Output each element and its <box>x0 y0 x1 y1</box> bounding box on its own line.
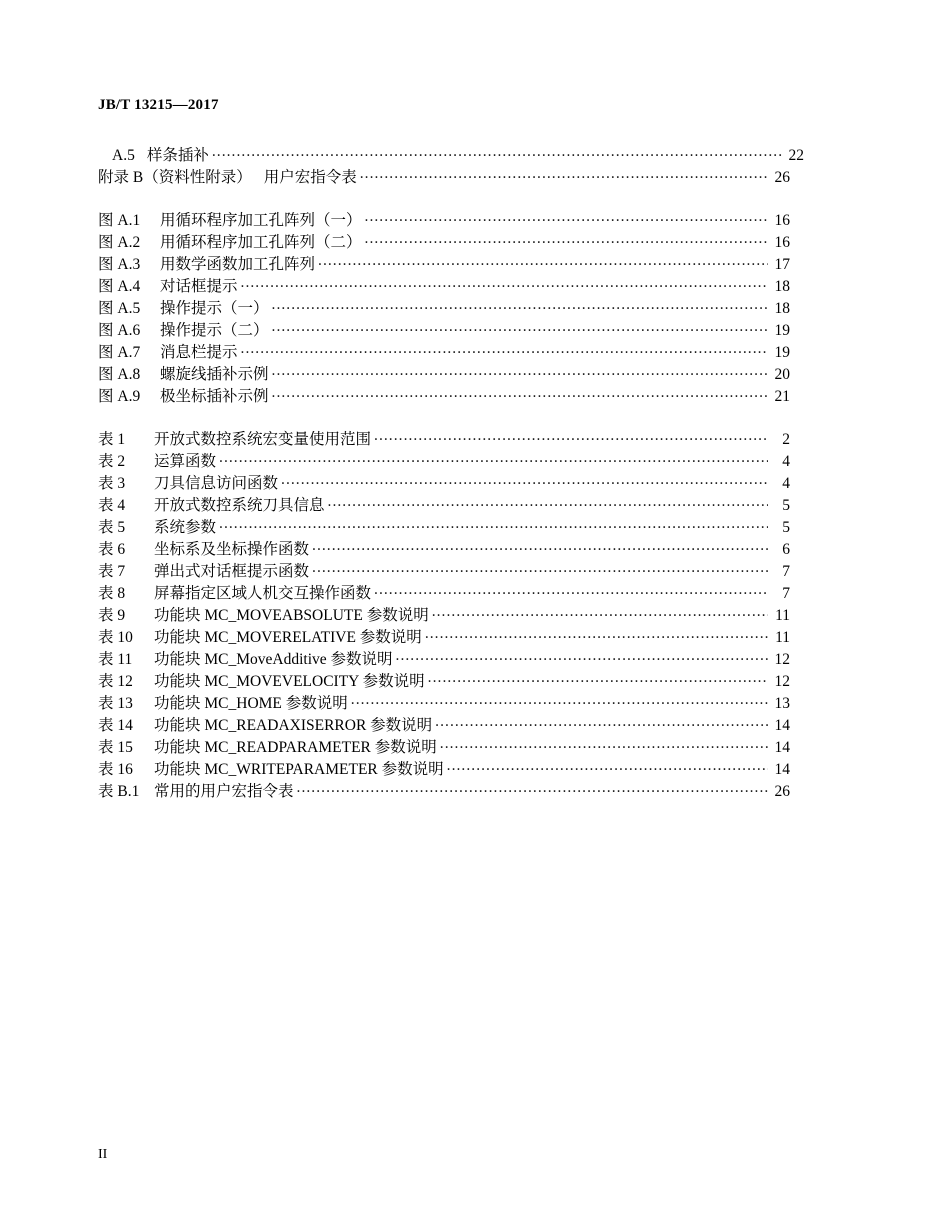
toc-entry-page-number: 19 <box>774 343 790 361</box>
toc-entry[interactable] <box>98 144 804 166</box>
toc-entry-label: 表 13 <box>98 694 133 712</box>
toc-entry-title: 屏幕指定区域人机交互操作函数 <box>154 584 372 602</box>
toc-entry[interactable] <box>98 275 790 297</box>
toc-leader-dots <box>219 450 768 466</box>
toc-entry[interactable] <box>98 428 790 450</box>
toc-leader-dots <box>428 670 768 686</box>
toc-leader-dots <box>312 560 768 576</box>
toc-entry-label: 表 7 <box>98 562 126 580</box>
toc-leader-dots <box>365 209 768 225</box>
toc-entry-page-number: 5 <box>782 496 790 514</box>
toc-entry-title: 刀具信息访问函数 <box>154 474 279 492</box>
toc-entry-page-number: 17 <box>774 255 790 273</box>
toc-entry-title: 功能块 MC_WRITEPARAMETER 参数说明 <box>154 760 444 778</box>
toc-entry-label: 图 A.7 <box>98 343 141 361</box>
toc-entry[interactable] <box>98 363 790 385</box>
toc-entry-label: 表 B.1 <box>98 782 140 800</box>
toc-entry[interactable] <box>98 560 790 582</box>
toc-leader-dots <box>281 472 768 488</box>
toc-entry-title: 消息栏提示 <box>160 343 238 361</box>
toc-entry-page-number: 21 <box>774 387 790 405</box>
toc-leader-dots <box>435 714 768 730</box>
toc-entry-page-number: 11 <box>775 606 790 624</box>
toc-leader-dots <box>312 538 768 554</box>
toc-entry-page-number: 16 <box>774 211 790 229</box>
toc-leader-dots <box>396 648 768 664</box>
toc-entry-label: 表 11 <box>98 650 133 668</box>
toc-entry[interactable] <box>98 538 790 560</box>
toc-entry-page-number: 4 <box>782 452 790 470</box>
toc-entry-title: 操作提示（二） <box>160 321 269 339</box>
toc-entry-page-number: 20 <box>774 365 790 383</box>
toc-entry-page-number: 26 <box>774 782 790 800</box>
toc-leader-dots <box>318 253 768 269</box>
toc-entry-page-number: 2 <box>782 430 790 448</box>
toc-entry-title: 系统参数 <box>154 518 217 536</box>
toc-entry-label: 表 2 <box>98 452 126 470</box>
toc-entry-title: 螺旋线插补示例 <box>160 365 269 383</box>
toc-entry[interactable] <box>98 450 790 472</box>
toc-entry-label: 图 A.4 <box>98 277 141 295</box>
toc-entry[interactable] <box>98 758 790 780</box>
toc-entry-title: 功能块 MC_MOVERELATIVE 参数说明 <box>154 628 422 646</box>
toc-leader-dots <box>241 341 768 357</box>
toc-entry-title: 常用的用户宏指令表 <box>154 782 294 800</box>
toc-entry[interactable] <box>98 516 790 538</box>
toc-entry-label: 表 5 <box>98 518 126 536</box>
toc-entry-title: 功能块 MC_READPARAMETER 参数说明 <box>154 738 437 756</box>
toc-entry-label: 图 A.9 <box>98 387 141 405</box>
toc-entry[interactable] <box>98 582 790 604</box>
toc-entry[interactable] <box>98 166 790 188</box>
toc-entry-page-number: 26 <box>774 168 790 186</box>
toc-entry-title: 用循环程序加工孔阵列（一） <box>160 211 362 229</box>
toc-entry-page-number: 6 <box>782 540 790 558</box>
toc-entry-label: 表 3 <box>98 474 126 492</box>
toc-entry-label: 表 12 <box>98 672 133 690</box>
toc-leader-dots <box>360 166 768 182</box>
toc-entry-title: 功能块 MC_MOVEABSOLUTE 参数说明 <box>154 606 429 624</box>
toc-entry[interactable] <box>98 626 790 648</box>
toc-entry-label: A.5 <box>112 146 135 164</box>
toc-entry-label: 表 10 <box>98 628 133 646</box>
toc-entry-title: 用户宏指令表 <box>263 168 357 186</box>
toc-entry-page-number: 14 <box>774 738 790 756</box>
toc-leader-dots <box>272 363 768 379</box>
toc-entry[interactable] <box>98 209 790 231</box>
toc-entry-title: 功能块 MC_HOME 参数说明 <box>154 694 348 712</box>
toc-entry-page-number: 12 <box>774 672 790 690</box>
toc-entry[interactable] <box>98 670 790 692</box>
toc-leader-dots <box>272 297 768 313</box>
page-folio: II <box>98 1147 108 1162</box>
toc-entry-label: 图 A.3 <box>98 255 141 273</box>
toc-entry[interactable] <box>98 604 790 626</box>
toc-entry[interactable] <box>98 297 790 319</box>
toc-entry[interactable] <box>98 319 790 341</box>
toc-entry-title: 坐标系及坐标操作函数 <box>154 540 310 558</box>
toc-leader-dots <box>425 626 768 642</box>
toc-entry-title: 操作提示（一） <box>160 299 269 317</box>
toc-leader-dots <box>351 692 768 708</box>
toc-entry-title: 运算函数 <box>154 452 217 470</box>
toc-entry-label: 表 8 <box>98 584 126 602</box>
toc-appendix-list <box>98 144 804 188</box>
toc-entry-label: 附录 B（资料性附录） <box>98 168 252 186</box>
toc-entry-page-number: 12 <box>774 650 790 668</box>
toc-leader-dots <box>241 275 768 291</box>
toc-entry-title: 弹出式对话框提示函数 <box>154 562 310 580</box>
toc-leader-dots <box>374 428 768 444</box>
toc-entry-page-number: 18 <box>774 277 790 295</box>
toc-entry-page-number: 16 <box>774 233 790 251</box>
toc-entry-label: 图 A.1 <box>98 211 141 229</box>
toc-entry-title: 功能块 MC_MoveAdditive 参数说明 <box>154 650 393 668</box>
toc-entry-title: 功能块 MC_MOVEVELOCITY 参数说明 <box>154 672 425 690</box>
toc-leader-dots <box>328 494 768 510</box>
toc-entry-page-number: 22 <box>788 146 804 164</box>
toc-entry-title: 功能块 MC_READAXISERROR 参数说明 <box>154 716 433 734</box>
toc-entry-label: 图 A.8 <box>98 365 141 383</box>
toc-entry-label: 表 9 <box>98 606 126 624</box>
toc-leader-dots <box>365 231 768 247</box>
block-spacer <box>98 188 790 209</box>
toc-entry-page-number: 18 <box>774 299 790 317</box>
toc-entry-label: 图 A.2 <box>98 233 141 251</box>
toc-entry[interactable] <box>98 714 790 736</box>
toc-entry[interactable] <box>98 780 790 802</box>
toc-entry-title: 开放式数控系统刀具信息 <box>154 496 325 514</box>
toc-entry-label: 表 16 <box>98 760 133 778</box>
toc-entry[interactable] <box>98 385 790 407</box>
toc-entry-title: 对话框提示 <box>160 277 238 295</box>
toc-leader-dots <box>432 604 768 620</box>
toc-entry-label: 表 6 <box>98 540 126 558</box>
toc-leader-dots <box>272 319 768 335</box>
toc-leader-dots <box>440 736 768 752</box>
toc-entry-label: 表 15 <box>98 738 133 756</box>
toc-entry-label: 图 A.5 <box>98 299 141 317</box>
toc-entry-label: 表 14 <box>98 716 133 734</box>
toc-entry[interactable] <box>98 253 790 275</box>
toc-entry-label: 表 1 <box>98 430 126 448</box>
toc-entry[interactable] <box>98 648 790 670</box>
toc-entry[interactable] <box>98 692 790 714</box>
toc-entry[interactable] <box>98 341 790 363</box>
toc-entry-title: 用循环程序加工孔阵列（二） <box>160 233 362 251</box>
toc-entry[interactable] <box>98 472 790 494</box>
toc-leader-dots <box>219 516 768 532</box>
toc-entry-title: 开放式数控系统宏变量使用范围 <box>154 430 372 448</box>
toc-entry-page-number: 5 <box>782 518 790 536</box>
toc-entry-label: 图 A.6 <box>98 321 141 339</box>
toc-entry[interactable] <box>98 231 790 253</box>
toc-entry-page-number: 7 <box>782 584 790 602</box>
toc-entry-label: 表 4 <box>98 496 126 514</box>
toc-leader-dots <box>272 385 768 401</box>
toc-leader-dots <box>297 780 768 796</box>
toc-entry-page-number: 14 <box>774 760 790 778</box>
page-content <box>98 96 804 802</box>
toc-leader-dots <box>374 582 768 598</box>
running-head: JB/T 13215—2017 <box>98 97 219 113</box>
toc-entry-page-number: 14 <box>774 716 790 734</box>
toc-entry-page-number: 11 <box>775 628 790 646</box>
toc-entry-title: 用数学函数加工孔阵列 <box>160 255 316 273</box>
block-spacer <box>98 407 790 428</box>
toc-entry-title: 极坐标插补示例 <box>160 387 269 405</box>
toc-figure-list <box>98 209 790 407</box>
toc-entry[interactable] <box>98 736 790 758</box>
toc-table-list <box>98 428 790 802</box>
toc-entry-page-number: 7 <box>782 562 790 580</box>
toc-leader-dots <box>212 144 782 160</box>
toc-entry[interactable] <box>98 494 790 516</box>
toc-entry-page-number: 13 <box>774 694 790 712</box>
toc-entry-page-number: 4 <box>782 474 790 492</box>
toc-leader-dots <box>447 758 768 774</box>
toc-entry-title: 样条插补 <box>146 146 209 164</box>
toc-entry-page-number: 19 <box>774 321 790 339</box>
